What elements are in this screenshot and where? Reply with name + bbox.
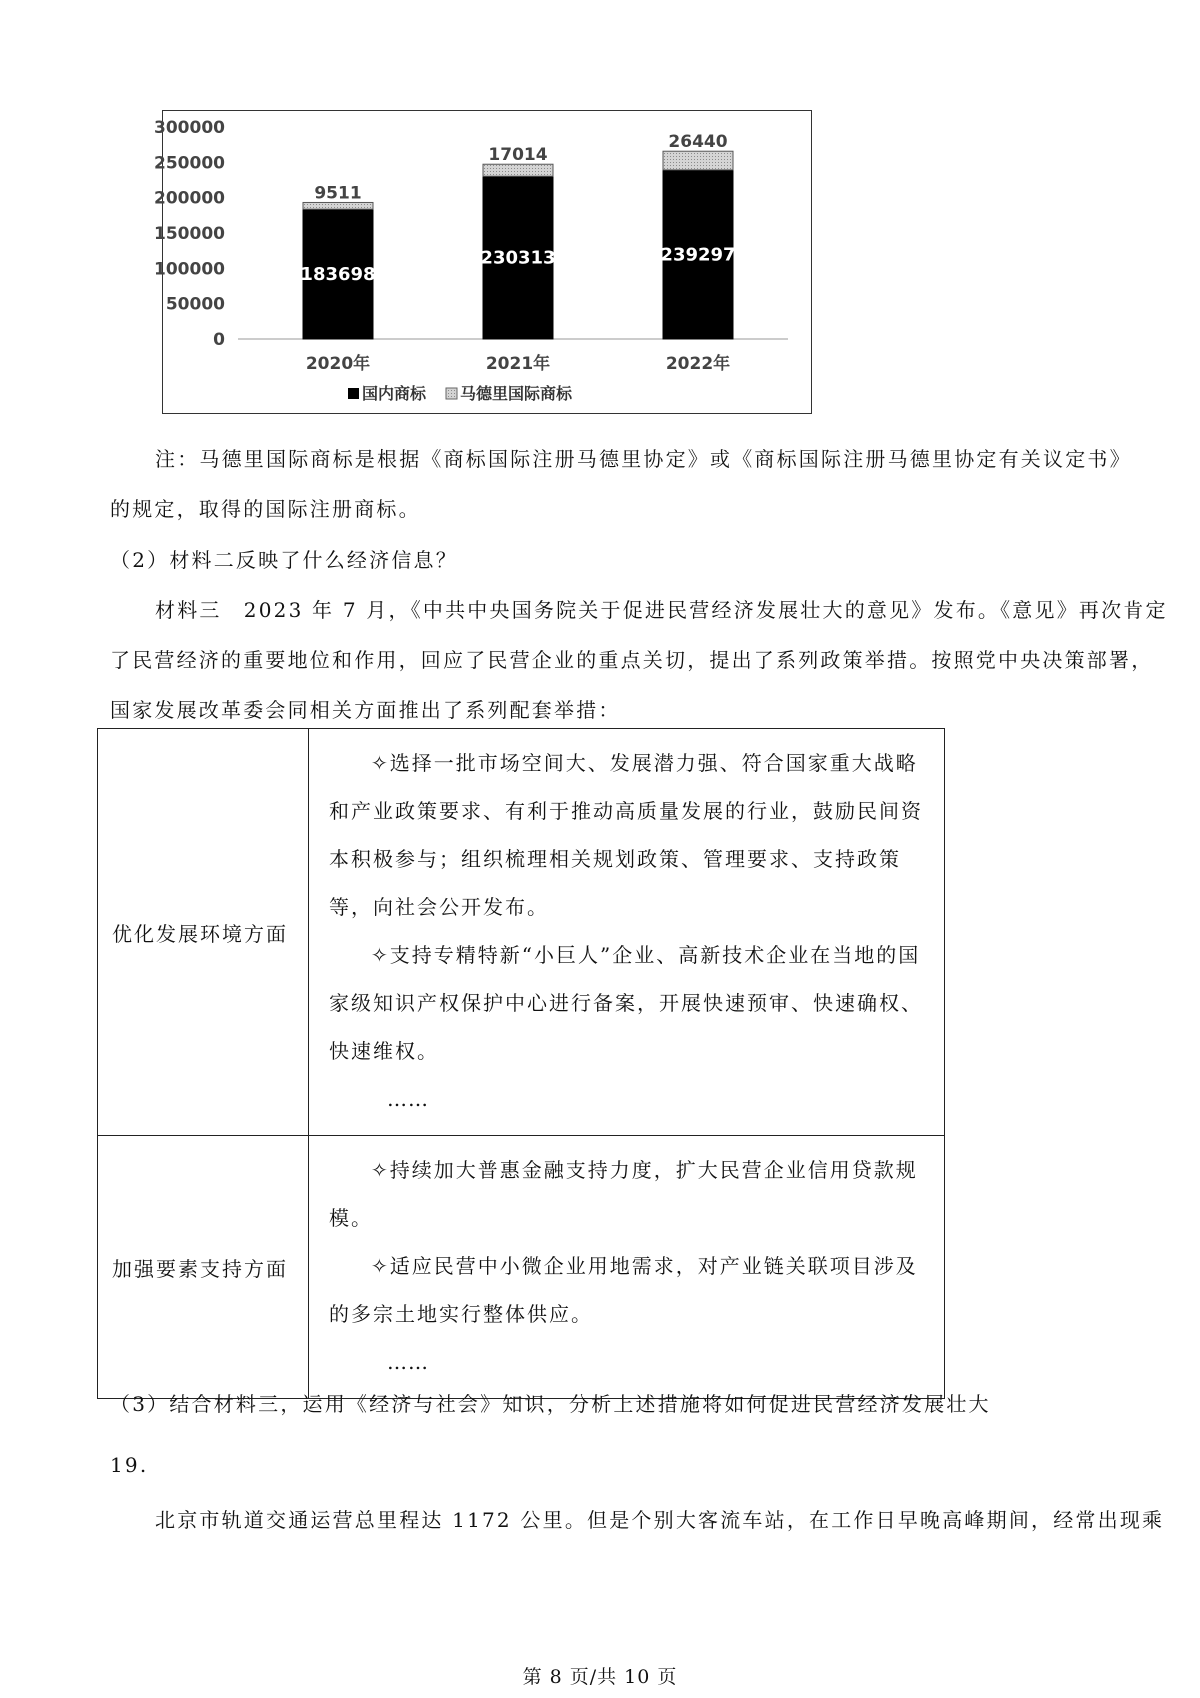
material3-line-1: 材料三 2023 年 7 月，《中共中央国务院关于促进民营经济发展壮大的意见》发布。《意见》再次肯定: [155, 598, 1168, 622]
x-tick-label: 2021年: [485, 354, 551, 374]
data-label-domestic: 239297: [660, 244, 736, 266]
measure-item: ✧适应民营中小微企业用地需求，对产业链关联项目涉及的多宗土地实行整体供应。: [329, 1254, 918, 1326]
page-footer: 第 8 页/共 10 页: [522, 1666, 678, 1688]
legend-label-madrid: 马德里国际商标: [460, 384, 573, 403]
bar-madrid: [303, 202, 373, 209]
measure-item: ✧选择一批市场空间大、发展潜力强、符合国家重大战略和产业政策要求、有利于推动高质量发展的行业，鼓励民间资本积极参与；组织梳理相关规划政策、管理要求、支持政策等，向社会公开发布。: [329, 751, 923, 919]
y-tick-label: 200000: [154, 188, 225, 209]
measure-item: ✧支持专精特新“小巨人”企业、高新技术企业在当地的国家级知识产权保护中心进行备案，开展快速预审、快速确权、快速维权。: [329, 943, 923, 1063]
ellipsis: ……: [387, 1087, 429, 1111]
bar-madrid: [663, 151, 733, 170]
data-label-madrid: 26440: [668, 132, 728, 153]
aspect-cell: 优化发展环境方面: [98, 729, 309, 1136]
legend-label-domestic: 国内商标: [362, 384, 427, 403]
y-tick-label: 150000: [154, 224, 225, 244]
measure-item: ✧持续加大普惠金融支持力度，扩大民营企业信用贷款规模。: [329, 1158, 918, 1230]
y-tick-label: 50000: [165, 294, 225, 315]
question-2: （2）材料二反映了什么经济信息？: [110, 548, 458, 572]
bar-madrid: [483, 164, 553, 176]
note-line-2: 的规定，取得的国际注册商标。: [110, 497, 421, 521]
y-tick-label: 0: [213, 330, 225, 350]
table-row: [98, 1136, 945, 1399]
data-label-domestic: 230313: [480, 247, 556, 269]
measures-cell: [309, 729, 945, 1136]
question-3: （3）结合材料三，运用《经济与社会》知识，分析上述措施将如何促进民营经济发展壮大: [110, 1392, 991, 1416]
data-label-madrid: 9511: [314, 183, 362, 204]
x-tick-label: 2022年: [665, 354, 731, 374]
trademark-chart: [154, 110, 812, 414]
legend-swatch-domestic: [348, 388, 359, 399]
table-row: [98, 729, 945, 1136]
material3-line-3: 国家发展改革委会同相关方面推出了系列配套举措：: [110, 698, 621, 722]
material3-line-2: 了民营经济的重要地位和作用，回应了民营企业的重点关切，提出了系列政策举措。按照党中央决策部署，: [110, 648, 1154, 672]
question-19-line-1: 北京市轨道交通运营总里程达 1172 公里。但是个别大客流车站，在工作日早晚高峰期间，经常出现乘: [155, 1508, 1165, 1532]
ellipsis: ……: [387, 1350, 429, 1374]
y-tick-label: 100000: [154, 259, 225, 280]
note-line-1: 注：马德里国际商标是根据《商标国际注册马德里协定》或《商标国际注册马德里协定有关议定书》: [155, 447, 1132, 471]
data-label-madrid: 17014: [488, 145, 548, 166]
y-tick-label: 250000: [154, 153, 225, 174]
data-label-domestic: 183698: [300, 264, 376, 286]
question-19-number: 19.: [110, 1453, 149, 1477]
trademark-bar-chart: [154, 111, 811, 413]
legend-swatch-madrid: [446, 388, 457, 399]
aspect-cell: 加强要素支持方面: [98, 1136, 309, 1399]
y-tick-label: 300000: [154, 118, 225, 138]
x-tick-label: 2020年: [305, 354, 371, 374]
measures-cell: [309, 1136, 945, 1399]
measures-table: [97, 728, 945, 1399]
